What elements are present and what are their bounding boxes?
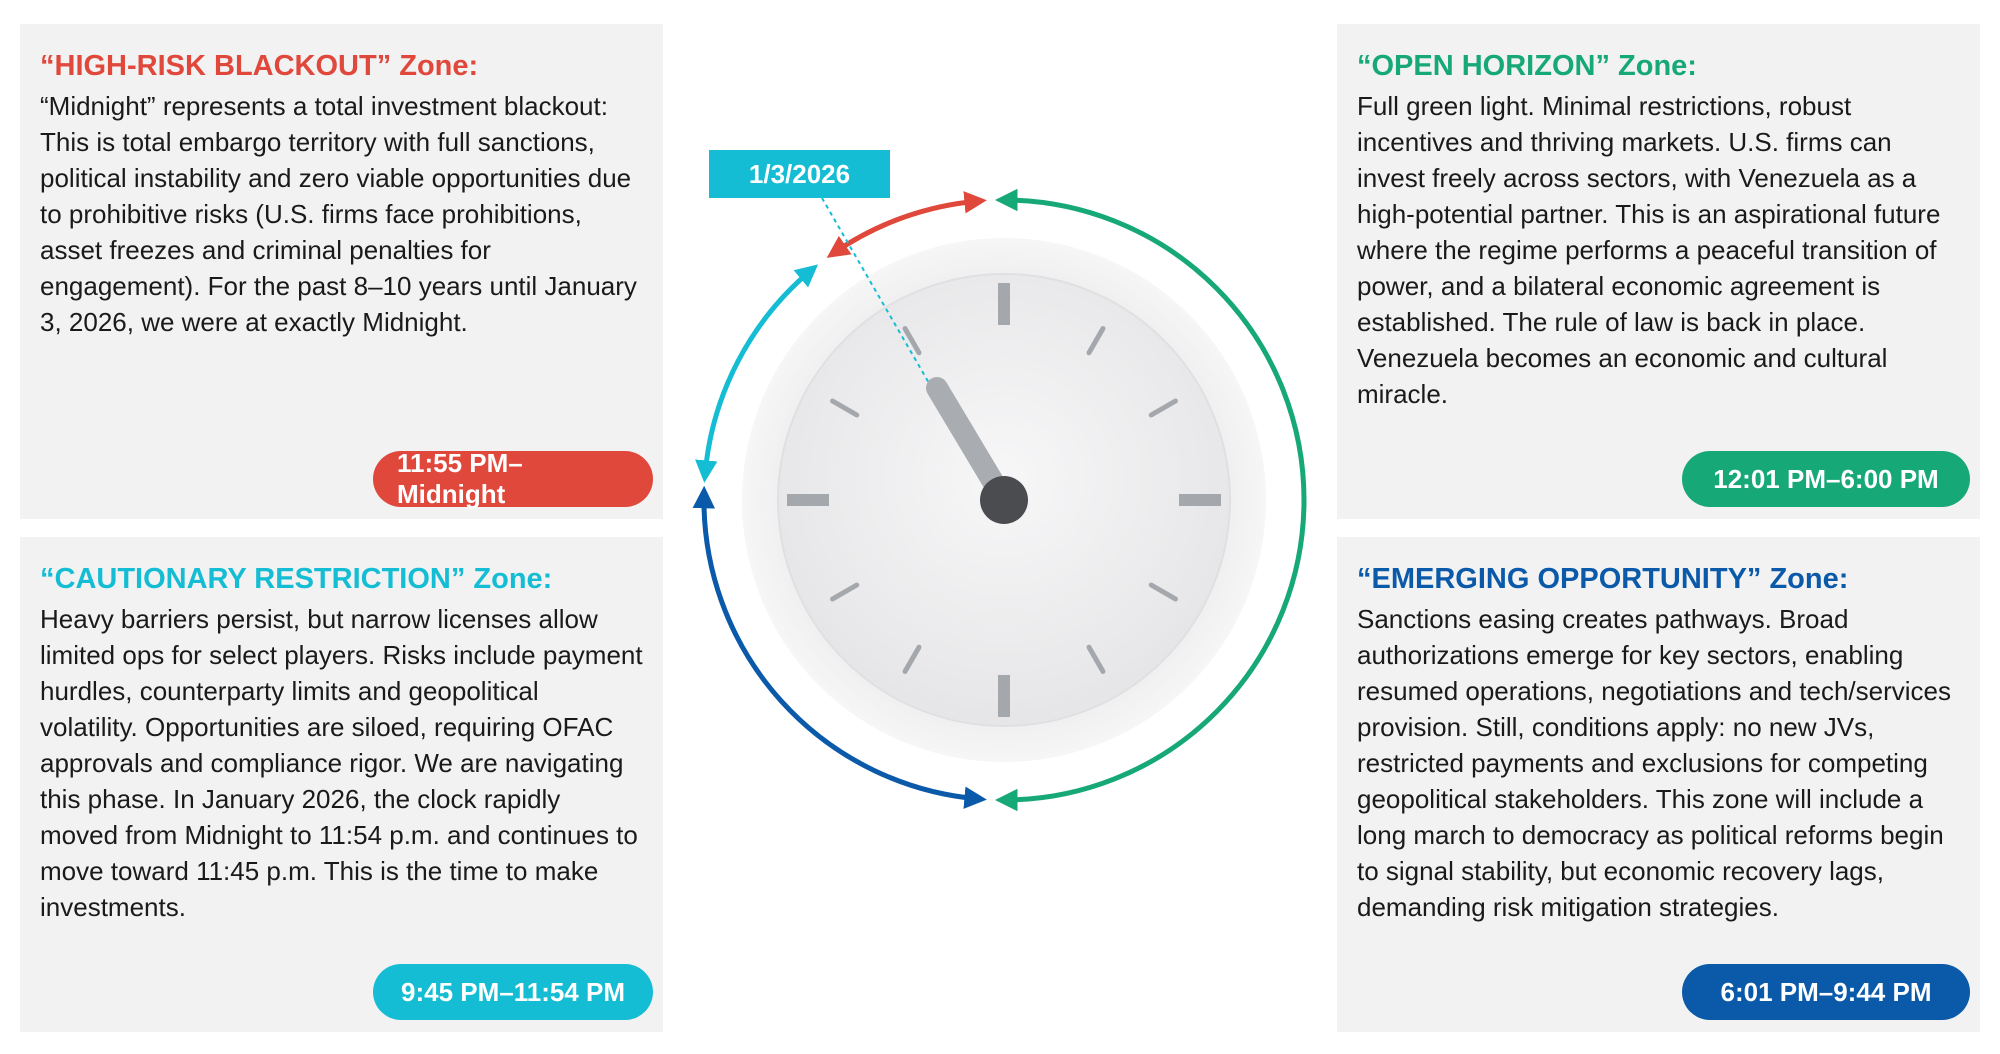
- cautionary-zone-panel: [20, 537, 663, 1032]
- clock-diagram: [663, 0, 1337, 1054]
- blackout-zone-description: “Midnight” represents a total investment blackout: This is total embargo territory with full sanctions, political instability and zero viable opportunities due to prohibitive risks (U.S. firms face prohibitions, asset freezes and criminal penalties for engagement). For the past 8–10 years until January 3, 2026, we were at exactly Midnight.: [40, 91, 637, 337]
- open-horizon-time-badge: 12:01 PM–6:00 PM: [1682, 451, 1970, 507]
- emerging-opportunity-zone-description: Sanctions easing creates pathways. Broad authorizations emerge for key sectors, enabling resumed operations, negotiations and tech/services provision. Still, conditions apply: no new JVs, restricted payments and exclusions for competing geopolitical stakeholders. This zone will include a long march to democracy as political reforms begin to signal stability, but economic recovery lags, demanding risk mitigation strategies.: [1357, 604, 1952, 922]
- emerging-opportunity-time-badge: 6:01 PM–9:44 PM: [1682, 964, 1970, 1020]
- emerging-opportunity-zone-panel: [1337, 537, 1980, 1032]
- blackout-zone-title: “HIGH-RISK BLACKOUT” Zone:: [40, 50, 479, 82]
- blackout-zone-panel: [20, 24, 663, 519]
- cautionary-time-badge: 9:45 PM–11:54 PM: [373, 964, 653, 1020]
- blackout-time-badge: 11:55 PM–Midnight: [373, 451, 653, 507]
- open-horizon-zone-description: Full green light. Minimal restrictions, robust incentives and thriving markets. U.S. firms can invest freely across sectors, with Venezuela as a high-potential partner. This is an aspirational future where the regime performs a peaceful transition of power, and a bilateral economic agreement is established. The rule of law is back in place. Venezuela becomes an economic and cultural miracle.: [1357, 91, 1941, 409]
- clock-hub: [980, 476, 1028, 524]
- date-tag-label: 1/3/2026: [748, 159, 851, 189]
- emerging-opportunity-zone-title: “EMERGING OPPORTUNITY” Zone:: [1357, 563, 1849, 595]
- cautionary-zone-description: Heavy barriers persist, but narrow licenses allow limited ops for select players. Risks include payment hurdles, counterparty limits and geopolitical volatility. Opportunities are siloed, requiring OFAC approvals and compliance rigor. We are navigating this phase. In January 2026, the clock rapidly moved from Midnight to 11:54 p.m. and continues to move toward 11:45 p.m. This is the time to make investments.: [40, 604, 643, 922]
- cautionary-zone-title: “CAUTIONARY RESTRICTION” Zone:: [40, 563, 553, 595]
- open-horizon-zone-title: “OPEN HORIZON” Zone:: [1357, 50, 1697, 82]
- open-horizon-zone-panel: [1337, 24, 1980, 519]
